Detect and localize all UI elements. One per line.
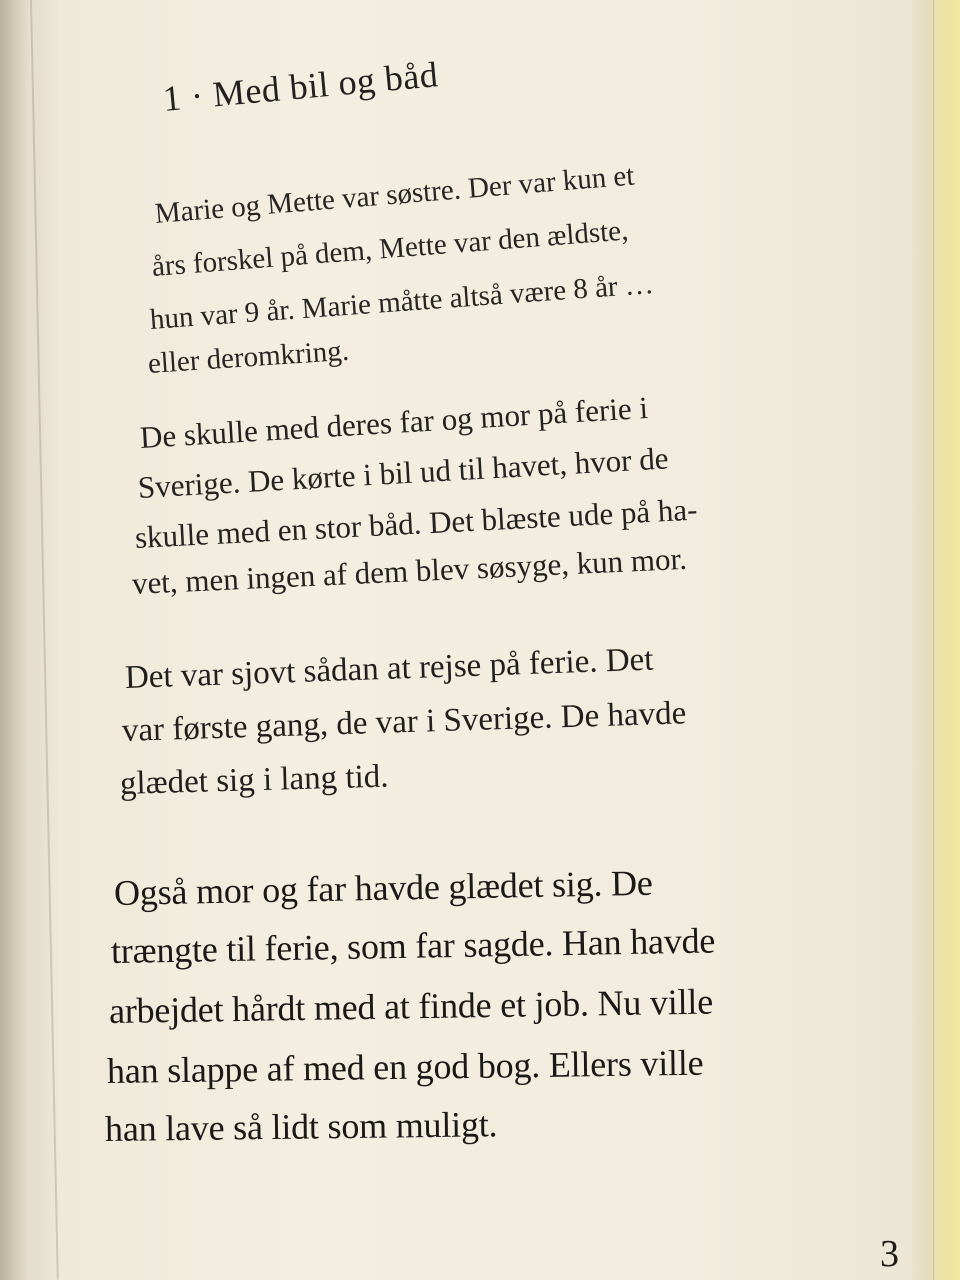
text-line: års forskel på dem, Mette var den ældste, — [150, 214, 630, 283]
text-line: hun var 9 år. Marie måtte altså være 8 år … — [148, 267, 655, 336]
text-line: glædet sig i lang tid. — [119, 758, 389, 802]
text-line: Marie og Mette var søstre. Der var kun et — [153, 159, 636, 230]
text-line: han slappe af med en god bog. Ellers ville — [106, 1042, 704, 1091]
chapter-title: 1 · Med bil og båd — [161, 54, 440, 120]
text-line: eller deromkring. — [146, 334, 350, 380]
text-line: Også mor og far havde glædet sig. De — [113, 862, 653, 913]
text-line: De skulle med deres far og mor på ferie i — [138, 389, 649, 455]
text-line: han lave så lidt som muligt. — [104, 1104, 498, 1149]
text-line: trængte til ferie, som far sagde. Han havde — [110, 920, 716, 971]
text-line: arbejdet hårdt med at finde et job. Nu ville — [108, 981, 714, 1031]
text-line: var første gang, de var i Sverige. De havde — [121, 695, 687, 749]
page-number: 3 — [880, 1233, 899, 1275]
text-line: vet, men ingen af dem blev søsyge, kun mor. — [131, 540, 688, 601]
text-line: Sverige. De kørte i bil ud til havet, hvor de — [136, 440, 670, 505]
text-line: skulle med en stor båd. Det blæste ude på ha- — [134, 491, 699, 555]
text-line: Det var sjovt sådan at rejse på ferie. Det — [124, 641, 654, 696]
